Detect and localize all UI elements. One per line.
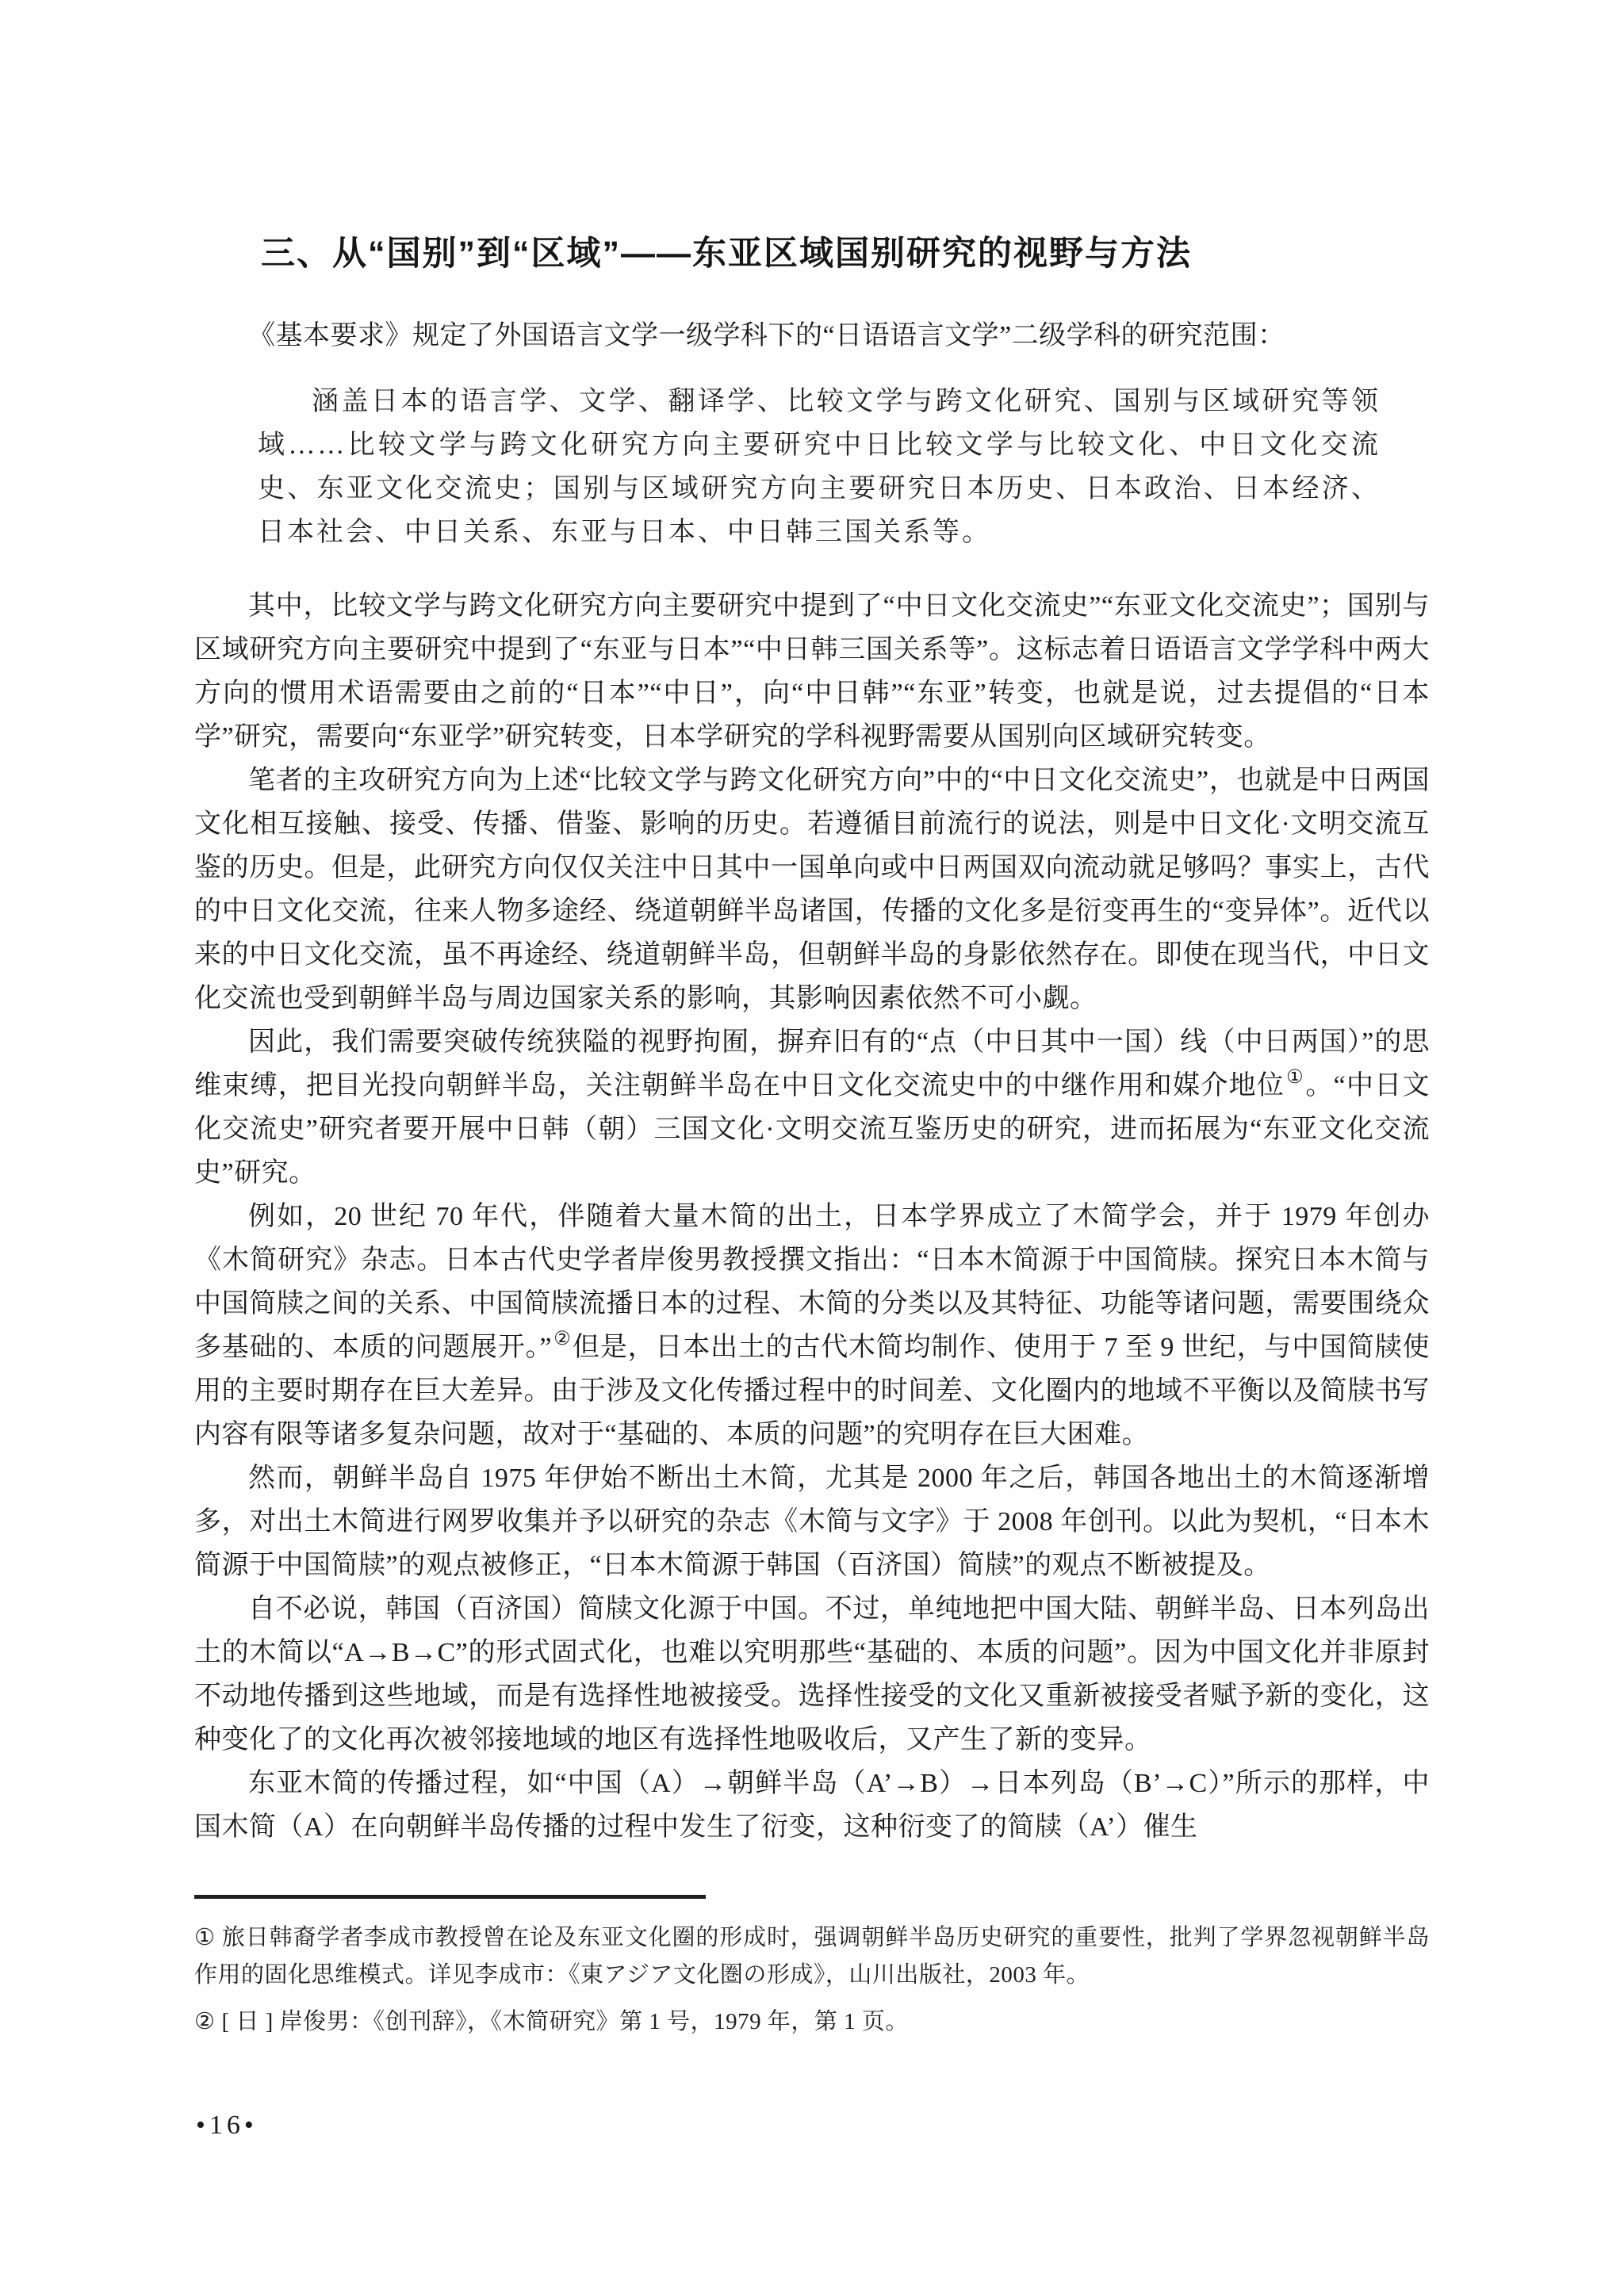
footnotes (194, 1919, 1430, 2041)
intro-paragraph: 《基本要求》规定了外国语言文学一级学科下的“日语语言文学”二级学科的研究范围： (248, 321, 1285, 350)
page-number: •16• (196, 2110, 258, 2140)
paragraph: 然而，朝鲜半岛自 1975 年伊始不断出土木简，尤其是 2000 年之后，韩国各地出土的木简逐渐增多，对出土木简进行网罗收集并予以研究的杂志《木简与文字》于 2008 年创刊。以此为契机，“日本木简源于中国简牍”的观点被修正，“日本木简源于韩国（百济国）简牍”的观点不断被提及。 (194, 1464, 1430, 1580)
section-title: 三、从“国别”到“区域”——东亚区域国别研究的视野与方法 (261, 235, 1192, 273)
footnote (194, 2003, 1430, 2041)
paragraph: 东亚木简的传播过程，如“中国（A）→朝鲜半岛（A’→B）→日本列岛（B’→C）”所示的那样，中国木简（A）在向朝鲜半岛传播的过程中发生了衍变，这种衍变了的简牍（A’）催生 (194, 1769, 1430, 1842)
footnote-marker: ① (194, 1925, 216, 1950)
paragraph (194, 1020, 1430, 1195)
paragraph (194, 1195, 1430, 1456)
footnote-ref-1: ① (1286, 1067, 1304, 1088)
paragraph-text: 。“中日文化交流史”研究者要开展中日韩（朝）三国文化·文明交流互鉴历史的研究，进而拓展为“东亚文化交流史”研究。 (194, 1071, 1431, 1188)
footnote-marker: ② (194, 2009, 216, 2034)
footnote-separator (194, 1895, 706, 1899)
paragraph-text: 但是，日本出土的古代木简均制作、使用于 7 至 9 世纪，与中国简牍使用的主要时期存在巨大差异。由于涉及文化传播过程中的时间差、文化圈内的地域不平衡以及简牍书写内容有限等诸多复杂问题，故对于“基础的、本质的问题”的究明存在巨大困难。 (194, 1333, 1431, 1449)
block-quote: 涵盖日本的语言学、文学、翻译学、比较文学与跨文化研究、国别与区域研究等领域……比较文学与跨文化研究方向主要研究中日比较文学与比较文化、中日文化交流史、东亚文化交流史；国别与区域研究方向主要研究日本历史、日本政治、日本经济、日本社会、中日关系、东亚与日本、中日韩三国关系等。 (258, 387, 1381, 547)
paragraph: 笔者的主攻研究方向为上述“比较文学与跨文化研究方向”中的“中日文化交流史”，也就是中日两国文化相互接触、接受、传播、借鉴、影响的历史。若遵循目前流行的说法，则是中日文化·文明交流互鉴的历史。但是，此研究方向仅仅关注中日其中一国单向或中日两国双向流动就足够吗？事实上，古代的中日文化交流，往来人物多途经、绕道朝鲜半岛诸国，传播的文化多是衍变再生的“变异体”。近代以来的中日文化交流，虽不再途经、绕道朝鲜半岛，但朝鲜半岛的身影依然存在。即使在现当代，中日文化交流也受到朝鲜半岛与周边国家关系的影响，其影响因素依然不可小觑。 (194, 766, 1430, 1013)
footnote-text: 旅日韩裔学者李成市教授曾在论及东亚文化圈的形成时，强调朝鲜半岛历史研究的重要性，批判了学界忽视朝鲜半岛作用的固化思维模式。详见李成市：《東アジア文化圏の形成》，山川出版社，2003 年。 (194, 1925, 1430, 1988)
paragraph-text: 例如，20 世纪 70 年代，伴随着大量木简的出土，日本学界成立了木简学会，并于 1979 年创办《木简研究》杂志。日本古代史学者岸俊男教授撰文指出：“日本木简源于中国简牍。探究日本木简与中国简牍之间的关系、中国简牍流播日本的过程、木简的分类以及其特征、功能等诸问题，需要围绕众多基础的、本质的问题展开。” (194, 1202, 1430, 1362)
paragraph: 其中，比较文学与跨文化研究方向主要研究中提到了“中日文化交流史”“东亚文化交流史”；国别与区域研究方向主要研究中提到了“东亚与日本”“中日韩三国关系等”。这标志着日语语言文学学科中两大方向的惯用术语需要由之前的“日本”“中日”，向“中日韩”“东亚”转变，也就是说，过去提倡的“日本学”研究，需要向“东亚学”研究转变，日本学研究的学科视野需要从国别向区域研究转变。 (194, 591, 1430, 752)
page-content (194, 0, 1430, 2050)
footnote-text: [ 日 ] 岸俊男：《创刊辞》，《木简研究》第 1 号，1979 年，第 1 页。 (221, 2009, 909, 2034)
paragraph-text: 因此，我们需要突破传统狭隘的视野拘囿，摒弃旧有的“点（中日其中一国）线（中日两国）”的思维束缚，把目光投向朝鲜半岛，关注朝鲜半岛在中日文化交流史中的中继作用和媒介地位 (194, 1027, 1430, 1100)
paragraph: 自不必说，韩国（百济国）简牍文化源于中国。不过，单纯地把中国大陆、朝鲜半岛、日本列岛出土的木简以“A→B→C”的形式固式化，也难以究明那些“基础的、本质的问题”。因为中国文化并非原封不动地传播到这些地域，而是有选择性地被接受。选择性接受的文化又重新被接受者赋予新的变化，这种变化了的文化再次被邻接地域的地区有选择性地吸收后，又产生了新的变异。 (194, 1594, 1430, 1755)
footnote-ref-2: ② (553, 1329, 572, 1349)
footnote (194, 1919, 1430, 1994)
